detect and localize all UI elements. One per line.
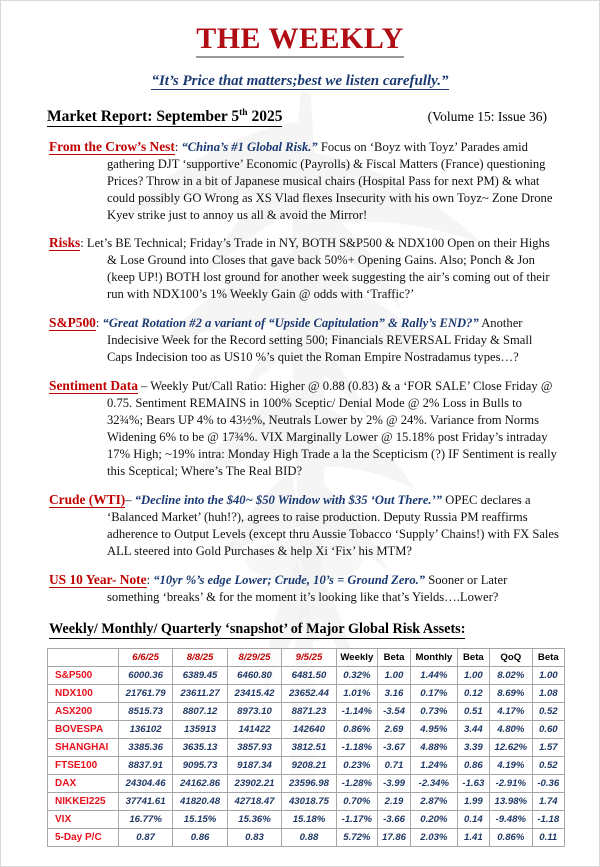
table-cell-value: 1.00 — [378, 666, 411, 684]
table-cell-value: 4.95% — [411, 720, 458, 738]
table-cell-value: 37741.61 — [118, 792, 172, 810]
market-report-date — [47, 108, 282, 127]
table-cell-value: 6460.80 — [227, 666, 281, 684]
table-cell-value: 42718.47 — [227, 792, 281, 810]
table-cell-value: 0.86% — [490, 828, 533, 846]
table-row-label: VIX — [48, 810, 119, 828]
table-cell-value: -1.18 — [532, 810, 564, 828]
section-body: Another Indecisive Week for the Record setting 500; Financials REVERSAL Friday & Small Caps Indecision too as US10 %’s quiet the Roman Empire Nostradamus types…? — [107, 316, 533, 365]
table-cell-value: -1.17% — [336, 810, 377, 828]
table-cell-value: -3.99 — [378, 774, 411, 792]
date-ordinal-suffix: th — [239, 107, 248, 118]
table-cell-value: 0.87 — [118, 828, 172, 846]
table-cell-value: 4.88% — [411, 738, 458, 756]
table-cell-value: 0.52 — [532, 756, 564, 774]
table-cell-value: -2.91% — [490, 774, 533, 792]
table-heading: Weekly/ Monthly/ Quarterly ‘snapshot’ of Major Global Risk Assets: — [49, 620, 466, 637]
table-cell-value: 8.02% — [490, 666, 533, 684]
table-cell-value: 0.11 — [532, 828, 564, 846]
section-quote: “Decline into the $40~ $50 Window with $35 ‘Out There.’” — [134, 492, 443, 507]
section-body: Weekly Put/Call Ratio: Higher @ 0.88 (0.83) & a ‘FOR SALE’ Close Friday @ 0.75. Sentiment REMAINS in 100% Sceptic/ Denial Mode @ 2% Loss in Bulls to 32¾%; Bears UP 4% to 43½%, Neutrals Lower by 2% @ 24%. Variance from Norms Widening 6% to be @ 17¾%. VIX Marginally Lower @ 15.18% post Friday’s intraday 17% High; ~19% intra: Monday High Trade a la the Scepticism (?) IF Sentiment is really this Sceptical; Where’s The Real BID? — [107, 379, 557, 478]
table-cell-value: 23652.44 — [282, 684, 336, 702]
table-cell-value: 8515.73 — [118, 702, 172, 720]
table-cell-value: 1.74 — [532, 792, 564, 810]
table-cell-value: 3635.13 — [173, 738, 227, 756]
table-row-label: BOVESPA — [48, 720, 119, 738]
table-cell-value: 0.20% — [411, 810, 458, 828]
table-cell-value: 0.86% — [336, 720, 377, 738]
table-col-header-date: 8/8/25 — [173, 648, 227, 666]
document-content — [1, 1, 599, 847]
table-cell-value: 4.17% — [490, 702, 533, 720]
tagline — [31, 72, 569, 90]
table-cell-value: 41820.48 — [173, 792, 227, 810]
table-cell-value: 0.23% — [336, 756, 377, 774]
table-cell-value: 1.00 — [532, 666, 564, 684]
table-cell-value: 23415.42 — [227, 684, 281, 702]
table-cell-value: 9208.21 — [282, 756, 336, 774]
table-cell-value: 9095.73 — [173, 756, 227, 774]
section-separator: – — [125, 492, 135, 507]
table-col-header-metric: Weekly — [336, 648, 377, 666]
table-cell-value: 0.86 — [457, 756, 489, 774]
table-cell-value: 3812.51 — [282, 738, 336, 756]
table-col-header-metric: Monthly — [411, 648, 458, 666]
table-cell-value: 1.44% — [411, 666, 458, 684]
table-cell-value: 9187.34 — [227, 756, 281, 774]
table-cell-value: 15.18% — [282, 810, 336, 828]
table-cell-value: 0.86 — [173, 828, 227, 846]
section-body: Focus on ‘Boyz with Toyz’ Parades amid gathering DJT ‘supportive’ Economic (Payrolls) & Fiscal Matters (France) questioning Prices? Throw in a bit of Japanese musical chairs (Hospital Pass for next PM) & what could possibly GO Wrong as XS Vlad flexes Insecurity with his own Toyz~ Zone Drone Kyev strike just to annoy us all & avoid the Mirror! — [107, 139, 553, 222]
table-cell-value: -3.66 — [378, 810, 411, 828]
table-cell-value: 3385.36 — [118, 738, 172, 756]
report-line — [31, 108, 569, 127]
table-cell-value: 3.16 — [378, 684, 411, 702]
table-row — [48, 702, 565, 720]
table-row-label: 5-Day P/C — [48, 828, 119, 846]
section-separator: : — [95, 316, 103, 331]
risk-assets-table — [47, 648, 565, 847]
section-quote: “China’s #1 Global Risk.” — [181, 139, 318, 154]
table-cell-value: 24162.86 — [173, 774, 227, 792]
table-cell-value: 6000.36 — [118, 666, 172, 684]
section-quote: “Great Rotation #2 a variant of “Upside Capitulation” & Rally’s END?” — [102, 316, 479, 331]
section-separator: : — [80, 236, 87, 251]
table-cell-value: -1.28% — [336, 774, 377, 792]
section-heading: Risks — [49, 235, 81, 251]
table-cell-value: 3857.93 — [227, 738, 281, 756]
table-cell-value: 24304.46 — [118, 774, 172, 792]
table-col-header-date: 9/5/25 — [282, 648, 336, 666]
table-cell-value: 0.32% — [336, 666, 377, 684]
masthead — [31, 23, 569, 58]
table-cell-value: 6389.45 — [173, 666, 227, 684]
table-cell-value: 1.41 — [457, 828, 489, 846]
table-cell-value: 8807.12 — [173, 702, 227, 720]
section-heading: Crude (WTI) — [49, 491, 126, 507]
table-cell-value: 1.08 — [532, 684, 564, 702]
table-row — [48, 684, 565, 702]
table-row — [48, 720, 565, 738]
table-row — [48, 828, 565, 846]
table-cell-value: -1.63 — [457, 774, 489, 792]
table-header — [48, 648, 565, 666]
table-cell-value: 43018.75 — [282, 792, 336, 810]
tagline-text: “It’s Price that matters;best we listen carefully.” — [151, 72, 449, 89]
table-col-header-date: 6/6/25 — [118, 648, 172, 666]
table-row-label: DAX — [48, 774, 119, 792]
section-body: Sooner or Later something ‘breaks’ & for the moment it’s looking like that’s Yields….Lower? — [107, 572, 508, 604]
table-cell-value: 0.52 — [532, 702, 564, 720]
section-separator: – — [137, 379, 151, 394]
table-cell-value: 0.71 — [378, 756, 411, 774]
table-col-header-blank — [48, 648, 119, 666]
table-cell-value: 5.72% — [336, 828, 377, 846]
table-cell-value: -3.67 — [378, 738, 411, 756]
table-col-header-metric: Beta — [532, 648, 564, 666]
table-cell-value: 8871.23 — [282, 702, 336, 720]
table-cell-value: 0.83 — [227, 828, 281, 846]
table-cell-value: 21761.79 — [118, 684, 172, 702]
section-heading: US 10 Year- Note — [49, 571, 147, 587]
table-cell-value: 16.77% — [118, 810, 172, 828]
table-cell-value: -1.18% — [336, 738, 377, 756]
section-crows-nest — [31, 138, 569, 224]
report-year: 2025 — [247, 107, 283, 125]
table-cell-value: -3.54 — [378, 702, 411, 720]
table-cell-value: 2.19 — [378, 792, 411, 810]
table-cell-value: 4.19% — [490, 756, 533, 774]
table-row-label: FTSE100 — [48, 756, 119, 774]
table-cell-value: 8.69% — [490, 684, 533, 702]
table-cell-value: 6481.50 — [282, 666, 336, 684]
section-quote: “10yr %’s edge Lower; Crude, 10’s = Ground Zero.” — [153, 572, 426, 587]
table-row-label: NDX100 — [48, 684, 119, 702]
table-row — [48, 774, 565, 792]
section-heading: Sentiment Data — [49, 378, 138, 394]
table-cell-value: 141422 — [227, 720, 281, 738]
table-cell-value: 8973.10 — [227, 702, 281, 720]
table-header-row — [48, 648, 565, 666]
page-title: THE WEEKLY — [196, 23, 404, 58]
table-cell-value: 8837.91 — [118, 756, 172, 774]
table-cell-value: 23902.21 — [227, 774, 281, 792]
table-cell-value: 0.51 — [457, 702, 489, 720]
table-cell-value: 4.80% — [490, 720, 533, 738]
volume-issue: (Volume 15: Issue 36) — [427, 108, 547, 124]
table-cell-value: 136102 — [118, 720, 172, 738]
table-row — [48, 756, 565, 774]
table-cell-value: -1.14% — [336, 702, 377, 720]
table-cell-value: 2.03% — [411, 828, 458, 846]
table-body — [48, 666, 565, 846]
section-crude-wti — [31, 491, 569, 560]
table-cell-value: 1.01% — [336, 684, 377, 702]
table-cell-value: 3.44 — [457, 720, 489, 738]
table-row — [48, 738, 565, 756]
table-col-header-metric: Beta — [457, 648, 489, 666]
table-cell-value: 1.99 — [457, 792, 489, 810]
table-col-header-metric: Beta — [378, 648, 411, 666]
section-heading: S&P500 — [49, 315, 96, 331]
section-separator: : — [146, 572, 154, 587]
table-cell-value: 23596.98 — [282, 774, 336, 792]
section-body: OPEC declares a ‘Balanced Market’ (huh!?), agrees to raise production. Deputy Russia PM reaffirms adherence to Output Levels (except thru Aussie Tobacco ‘Supply’ Chains!) with FX Sales ALL steered into Gold Purchases & help Xi ‘Fix’ his MTM? — [107, 492, 559, 558]
table-cell-value: 12.62% — [490, 738, 533, 756]
section-risks — [31, 234, 569, 303]
table-row — [48, 810, 565, 828]
table-cell-value: 0.14 — [457, 810, 489, 828]
section-sp500 — [31, 314, 569, 366]
table-cell-value: 0.17% — [411, 684, 458, 702]
table-row-label: NIKKEI225 — [48, 792, 119, 810]
table-cell-value: 17.86 — [378, 828, 411, 846]
table-cell-value: 3.39 — [457, 738, 489, 756]
table-cell-value: 1.00 — [457, 666, 489, 684]
table-cell-value: 2.69 — [378, 720, 411, 738]
table-cell-value: -0.36 — [532, 774, 564, 792]
section-separator: : — [174, 139, 182, 154]
section-body: Let’s BE Technical; Friday’s Trade in NY, BOTH S&P500 & NDX100 Open on their Highs & Lose Ground into Closes that gave back 50%+ Opening Gains. Also; Ponch & Jon (keep UP!) BOTH lost ground for another week suggesting the air’s coming out of their run with NDX100’s 1% Weekly Gain @ odds with ‘Traffic?’ — [86, 236, 550, 302]
table-col-header-metric: QoQ — [490, 648, 533, 666]
table-cell-value: 1.57 — [532, 738, 564, 756]
table-cell-value: 0.12 — [457, 684, 489, 702]
table-cell-value: 23611.27 — [173, 684, 227, 702]
table-row — [48, 666, 565, 684]
table-cell-value: -2.34% — [411, 774, 458, 792]
table-cell-value: 0.60 — [532, 720, 564, 738]
market-report-label: Market Report: September 5 — [47, 107, 240, 125]
risk-assets-table-wrapper — [47, 648, 569, 847]
table-col-header-date: 8/29/25 — [227, 648, 281, 666]
table-row-label: S&P500 — [48, 666, 119, 684]
section-us-10-year-note — [31, 571, 569, 606]
table-cell-value: 1.24% — [411, 756, 458, 774]
table-row-label: SHANGHAI — [48, 738, 119, 756]
table-cell-value: 135913 — [173, 720, 227, 738]
table-cell-value: 142640 — [282, 720, 336, 738]
table-cell-value: 0.70% — [336, 792, 377, 810]
table-cell-value: 2.87% — [411, 792, 458, 810]
table-cell-value: 0.73% — [411, 702, 458, 720]
table-row-label: ASX200 — [48, 702, 119, 720]
table-cell-value: 0.88 — [282, 828, 336, 846]
table-cell-value: 15.36% — [227, 810, 281, 828]
table-row — [48, 792, 565, 810]
section-heading: From the Crow’s Nest — [49, 138, 175, 154]
section-sentiment-data — [31, 377, 569, 480]
table-cell-value: -9.48% — [490, 810, 533, 828]
table-cell-value: 15.15% — [173, 810, 227, 828]
table-cell-value: 13.98% — [490, 792, 533, 810]
